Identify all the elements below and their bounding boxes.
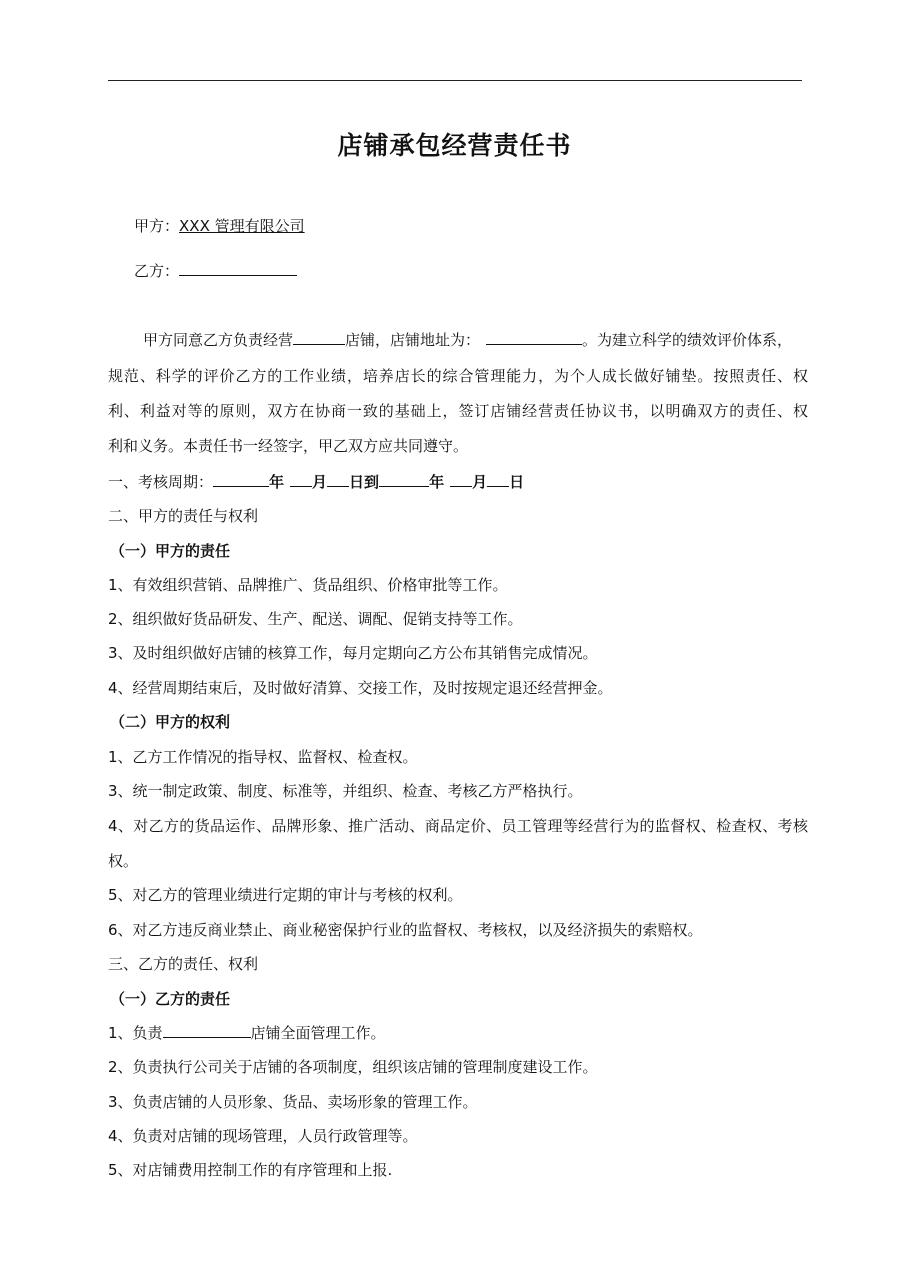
section-2-sub-1-heading: （一）甲方的责任 bbox=[110, 542, 231, 560]
start-year: 年 bbox=[269, 473, 285, 491]
party-a-value: XXX 管理有限公司 bbox=[179, 217, 305, 235]
section-2-sub-2-heading: （二）甲方的权利 bbox=[110, 713, 231, 731]
party-b-label: 乙方： bbox=[134, 262, 180, 280]
list-item: 2、负责执行公司关于店铺的各项制度，组织该店铺的管理制度建设工作。 bbox=[108, 1058, 598, 1076]
list-item: 5、对乙方的管理业绩进行定期的审计与考核的权利。 bbox=[108, 886, 463, 904]
start-day-to: 日到 bbox=[349, 473, 380, 491]
intro-line-3: 利、利益对等的原则，双方在协商一致的基础上，签订店铺经营责任协议书，以明确双方的责任、权 bbox=[108, 402, 808, 420]
list-item: 3、统一制定政策、制度、标准等，并组织、检查、考核乙方严格执行。 bbox=[108, 782, 583, 800]
end-month-blank bbox=[450, 472, 472, 487]
item-suffix: 店铺全面管理工作。 bbox=[250, 1024, 386, 1042]
start-month: 月 bbox=[312, 473, 328, 491]
list-item: 4、经营周期结束后，及时做好清算、交接工作，及时按规定退还经营押金。 bbox=[108, 679, 613, 697]
section-2-heading: 二、甲方的责任与权利 bbox=[108, 507, 259, 525]
start-month-blank bbox=[290, 472, 312, 487]
intro-text-1: 甲方同意乙方负责经营 bbox=[143, 331, 294, 349]
end-day: 日 bbox=[509, 473, 525, 491]
list-item: 4、负责对店铺的现场管理，人员行政管理等。 bbox=[108, 1127, 418, 1145]
list-item: 3、负责店铺的人员形象、货品、卖场形象的管理工作。 bbox=[108, 1093, 478, 1111]
period-label: 一、考核周期： bbox=[108, 473, 214, 491]
shop-name-blank bbox=[293, 330, 345, 345]
party-a bbox=[134, 215, 305, 236]
start-day-blank bbox=[327, 472, 349, 487]
party-a-label: 甲方： bbox=[134, 217, 180, 235]
shop-address-blank bbox=[486, 330, 582, 345]
list-item: 6、对乙方违反商业禁止、商业秘密保护行业的监督权、考核权，以及经济损失的索赔权。 bbox=[108, 921, 703, 939]
list-item: 5、对店铺费用控制工作的有序管理和上报. bbox=[108, 1161, 393, 1179]
shop-blank bbox=[163, 1023, 251, 1038]
section-3-heading: 三、乙方的责任、权利 bbox=[108, 955, 259, 973]
end-year-blank bbox=[379, 472, 429, 487]
start-year-blank bbox=[213, 472, 269, 487]
intro-line-4: 利和义务。本责任书一经签字，甲乙双方应共同遵守。 bbox=[108, 437, 469, 455]
assessment-period bbox=[108, 472, 808, 492]
document-title: 店铺承包经营责任书 bbox=[337, 131, 572, 160]
party-b-blank bbox=[179, 261, 297, 276]
list-item: 1、有效组织营销、品牌推广、货品组织、价格审批等工作。 bbox=[108, 576, 508, 594]
header-rule bbox=[108, 80, 802, 81]
intro-line-1 bbox=[143, 330, 807, 350]
intro-line-2: 规范、科学的评价乙方的工作业绩，培养店长的综合管理能力，为个人成长做好铺垫。按照责任、权 bbox=[108, 367, 808, 385]
end-month: 月 bbox=[472, 473, 488, 491]
list-item bbox=[108, 1023, 808, 1043]
list-item: 3、及时组织做好店铺的核算工作，每月定期向乙方公布其销售完成情况。 bbox=[108, 644, 598, 662]
end-day-blank bbox=[487, 472, 509, 487]
list-item: 1、乙方工作情况的指导权、监督权、检查权。 bbox=[108, 748, 418, 766]
list-item: 2、组织做好货品研发、生产、配送、调配、促销支持等工作。 bbox=[108, 610, 523, 628]
section-3-sub-1-heading: （一）乙方的责任 bbox=[110, 990, 231, 1008]
intro-text-2: 店铺，店铺地址为： bbox=[345, 331, 481, 349]
end-year: 年 bbox=[429, 473, 445, 491]
party-b bbox=[134, 260, 297, 281]
intro-text-3: 。为建立科学的绩效评价体系， bbox=[582, 331, 793, 349]
list-item: 权。 bbox=[108, 852, 139, 870]
list-item: 4、对乙方的货品运作、品牌形象、推广活动、商品定价、员工管理等经营行为的监督权、检查权、考核 bbox=[108, 817, 808, 835]
item-prefix: 1、负责 bbox=[108, 1024, 163, 1042]
